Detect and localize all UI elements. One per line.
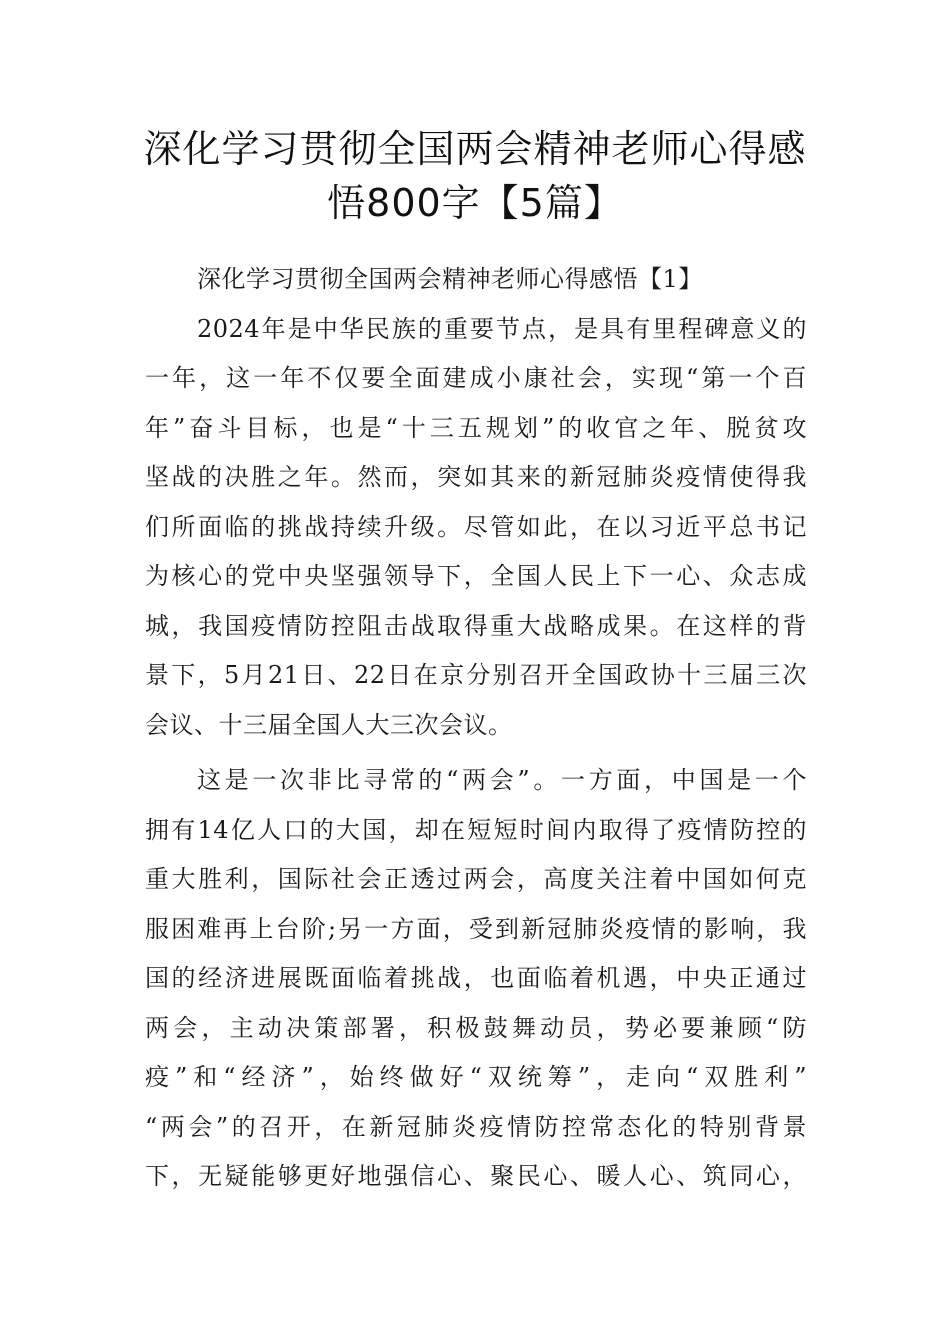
paragraph-1-line-8: 景下，5月21日、22日在京分别召开全国政协十三届三次 bbox=[145, 661, 807, 689]
paragraph-1-line-1: 2024年是中华民族的重要节点，是具有里程碑意义的 bbox=[197, 314, 807, 343]
title-line-1: 深化学习贯彻全国两会精神老师心得感 bbox=[143, 127, 807, 171]
paragraph-2-line-1: 这是一次非比寻常的“两会”。一方面，中国是一个 bbox=[197, 766, 807, 794]
title-line-2: 悟800字【5篇】 bbox=[327, 181, 623, 225]
paragraph-2-line-9: 下，无疑能够更好地强信心、聚民心、暖人心、筑同心， bbox=[145, 1162, 807, 1190]
paragraph-2-line-5: 国的经济进展既面临着挑战，也面临着机遇，中央正通过 bbox=[145, 964, 807, 992]
paragraph-2-line-4: 服困难再上台阶;另一方面，受到新冠肺炎疫情的影响，我 bbox=[145, 914, 807, 943]
paragraph-1-line-4: 坚战的决胜之年。然而，突如其来的新冠肺炎疫情使得我 bbox=[145, 463, 807, 491]
paragraph-2-line-8: “两会”的召开，在新冠肺炎疫情防控常态化的特别背景 bbox=[145, 1112, 807, 1141]
document-body bbox=[145, 255, 807, 1202]
paragraph-1-line-7: 城，我国疫情防控阻击战取得重大战略成果。在这样的背 bbox=[145, 611, 807, 640]
paragraph-2-line-7: 疫”和“经济”，始终做好“双统筹”，走向“双胜利” bbox=[145, 1063, 807, 1091]
paragraph-1-line-2: 一年，这一年不仅要全面建成小康社会，实现“第一个百 bbox=[145, 364, 807, 392]
section-heading: 深化学习贯彻全国两会精神老师心得感悟【1】 bbox=[197, 265, 703, 293]
paragraph-1-line-3: 年”奋斗目标，也是“十三五规划”的收官之年、脱贫攻 bbox=[145, 413, 807, 442]
paragraph-2-line-3: 重大胜利，国际社会正透过两会，高度关注着中国如何克 bbox=[145, 865, 807, 893]
paragraph-1-line-9: 会议、十三届全国人大三次会议。 bbox=[145, 710, 513, 739]
paragraph-2-line-6: 两会，主动决策部署，积极鼓舞动员，势必要兼顾“防 bbox=[145, 1013, 807, 1042]
document-title bbox=[130, 122, 820, 230]
paragraph-1-line-5: 们所面临的挑战持续升级。尽管如此，在以习近平总书记 bbox=[145, 512, 807, 541]
paragraph-1-line-6: 为核心的党中央坚强领导下，全国人民上下一心、众志成 bbox=[145, 562, 807, 590]
paragraph-2-line-2: 拥有14亿人口的大国，却在短短时间内取得了疫情防控的 bbox=[145, 815, 807, 844]
